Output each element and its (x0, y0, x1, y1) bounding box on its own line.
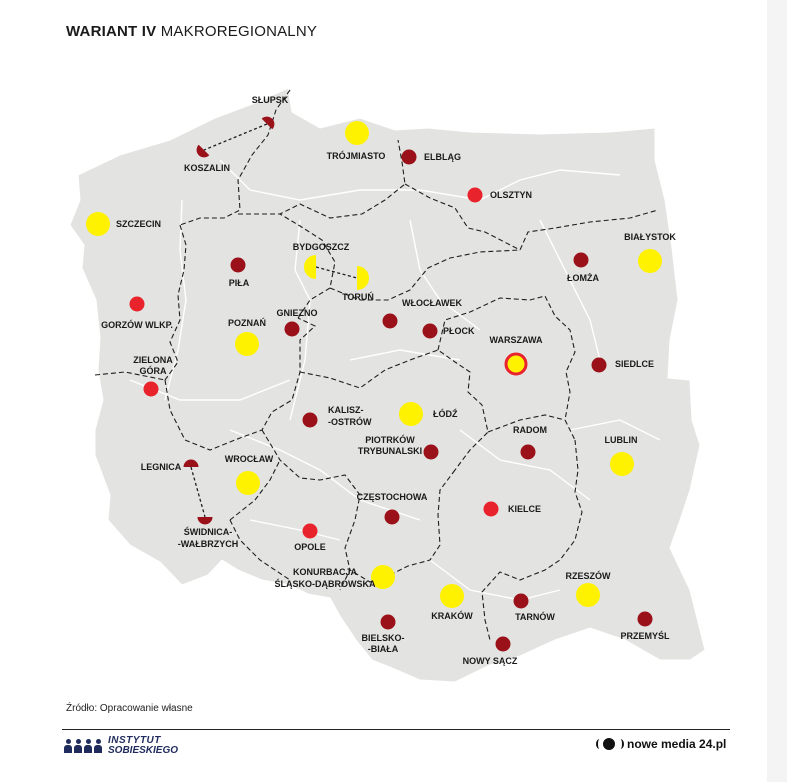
city-label-krakow: KRAKÓW (431, 611, 473, 621)
city-label-lodz: ŁÓDŹ (433, 409, 458, 419)
city-marker-trojmiasto (345, 121, 369, 145)
city-marker-opole (303, 524, 318, 539)
city-marker-zielona-gora (144, 382, 159, 397)
city-label-zielona-gora: ZIELONA GÓRA (133, 355, 173, 376)
city-label-lublin: LUBLIN (604, 435, 638, 445)
city-label-nowy-sacz: NOWY SĄCZ (462, 656, 518, 666)
city-label-rzeszow: RZESZÓW (565, 571, 611, 581)
institute-line2: SOBIESKIEGO (108, 745, 179, 756)
city-label-katowice: KONURBACJA ŚLĄSKO-DĄBROWSKA (274, 567, 376, 589)
city-label-poznan: POZNAŃ (228, 318, 266, 328)
city-marker-lodz (399, 402, 423, 426)
city-marker-gorzow (130, 297, 145, 312)
city-marker-bielsko (381, 615, 396, 630)
city-marker-radom (521, 445, 536, 460)
city-marker-poznan (235, 332, 259, 356)
city-marker-olsztyn (468, 188, 483, 203)
city-label-walbrzych: ŚWIDNICA--WAŁBRZYCH (177, 527, 239, 549)
city-label-piotrkow: PIOTRKÓW TRYBUNALSKI (357, 435, 423, 456)
city-marker-kielce (484, 502, 499, 517)
city-label-legnica: LEGNICA (140, 462, 182, 472)
city-label-siedlce: SIEDLCE (615, 359, 655, 369)
map-title-subtitle: MAKROREGIONALNY (160, 23, 318, 40)
city-label-radom: RADOM (513, 425, 547, 435)
city-label-kalisz: KALISZ--OSTRÓW (328, 405, 372, 427)
city-marker-przemysl (638, 612, 653, 627)
city-label-pila: PIŁA (228, 278, 250, 288)
city-marker-wloclawek (383, 314, 398, 329)
source-note: Źródło: Opracowanie własne (66, 703, 193, 714)
city-marker-lomza (574, 253, 589, 268)
city-label-elblag: ELBLĄG (424, 152, 461, 162)
city-label-wloclawek: WŁOCŁAWEK (402, 298, 462, 308)
map-title-bold: WARIANT IV (66, 23, 157, 40)
city-marker-pila (231, 258, 246, 273)
media-name: nowe media 24.pl (627, 737, 727, 751)
city-marker-gniezno (285, 322, 300, 337)
city-label-bydgoszcz: BYDGOSZCZ (292, 242, 350, 252)
city-marker-warszawa (506, 354, 526, 374)
city-marker-piotrkow (424, 445, 439, 460)
eye-icon (596, 738, 622, 750)
nowe-media-logo (596, 737, 726, 751)
city-marker-bialystok (638, 249, 662, 273)
city-label-tarnow: TARNÓW (515, 612, 555, 622)
instytut-sobieskiego-logo (64, 736, 178, 756)
city-label-lomza: ŁOMŻA (567, 273, 599, 283)
footer-rule (62, 729, 730, 730)
city-label-kielce: KIELCE (508, 504, 542, 514)
city-marker-plock (423, 324, 438, 339)
city-label-gorzow: GORZÓW WLKP. (101, 320, 173, 330)
city-label-gniezno: GNIEZNO (276, 308, 318, 318)
city-label-torun: TORUŃ (342, 292, 374, 302)
city-label-olsztyn: OLSZTYN (490, 190, 532, 200)
institute-line1: INSTYTUT (108, 735, 161, 746)
city-label-szczecin: SZCZECIN (116, 219, 161, 229)
city-marker-lublin (610, 452, 634, 476)
city-marker-nowy-sacz (496, 637, 511, 652)
city-label-koszalin: KOSZALIN (184, 163, 230, 173)
city-label-slupsk: SŁUPSK (251, 95, 289, 105)
city-label-czestochowa: CZĘSTOCHOWA (356, 492, 428, 502)
city-marker-tarnow (514, 594, 529, 609)
city-marker-kalisz (303, 413, 318, 428)
city-label-trojmiasto: TRÓJMIASTO (326, 151, 386, 161)
city-label-warszawa: WARSZAWA (489, 335, 543, 345)
city-marker-czestochowa (385, 510, 400, 525)
city-label-opole: OPOLE (294, 542, 326, 552)
city-marker-krakow (440, 584, 464, 608)
city-label-bielsko: BIELSKO--BIAŁA (361, 633, 405, 654)
city-marker-szczecin (86, 212, 110, 236)
city-marker-rzeszow (576, 583, 600, 607)
people-icon (64, 739, 102, 753)
city-label-wroclaw: WROCŁAW (224, 454, 274, 464)
city-marker-wroclaw (236, 471, 260, 495)
city-marker-elblag (402, 150, 417, 165)
city-label-bialystok: BIAŁYSTOK (624, 232, 676, 242)
city-marker-siedlce (592, 358, 607, 373)
city-label-plock: PŁOCK (443, 326, 475, 336)
city-label-przemysl: PRZEMYŚL (620, 631, 670, 641)
poland-silhouette (70, 88, 705, 682)
